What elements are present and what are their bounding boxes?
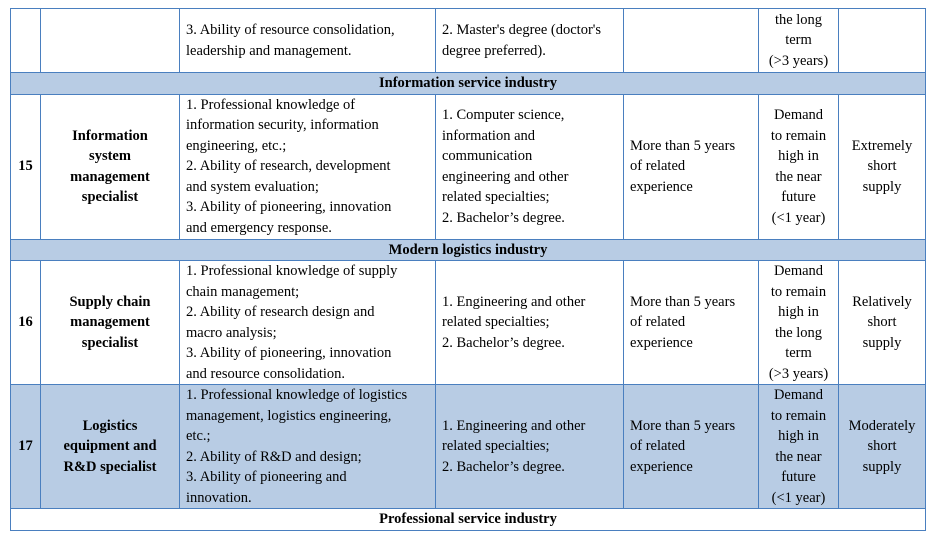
cell-line: term [785, 32, 812, 49]
cell-line: related specialties; [442, 314, 550, 331]
cell-line: of related [630, 314, 686, 331]
education-cell [436, 9, 624, 73]
experience-cell [624, 9, 759, 73]
cell-line: Relatively [852, 293, 912, 310]
cell-line: Logistics [82, 417, 138, 434]
section-header-information [11, 73, 926, 95]
cell-line: 2. Bachelor’s degree. [442, 458, 565, 475]
table-row-16 [11, 261, 926, 385]
cell-line: innovation. [186, 489, 252, 506]
experience-cell [624, 385, 759, 509]
occupation-table [10, 8, 926, 531]
occupation-title [41, 94, 180, 239]
cell-line: Information [72, 127, 148, 144]
cell-line: 1. Computer science, [442, 107, 565, 123]
cell-line: the long [774, 324, 823, 341]
cell-line: 2. Bachelor’s degree. [442, 334, 565, 351]
cell-line: Demand [773, 263, 824, 279]
cell-line: management, logistics engineering, [186, 407, 392, 424]
cell-line: experience [630, 458, 693, 475]
experience-cell [624, 94, 759, 239]
cell-line: More than 5 years [630, 137, 736, 154]
cell-line: supply [862, 334, 902, 351]
demand-cell [759, 385, 839, 509]
cell-line: R&D specialist [63, 458, 157, 475]
cell-line: specialist [81, 189, 139, 205]
cell-line: 2. Master's degree (doctor's [442, 22, 602, 38]
education-cell [436, 94, 624, 239]
row-number [11, 9, 41, 73]
education-cell [436, 385, 624, 509]
cell-line: degree preferred). [442, 42, 546, 59]
section-title: Information service industry [11, 73, 926, 95]
experience-cell [624, 261, 759, 385]
cell-line: and emergency response. [186, 219, 332, 236]
abilities-cell [180, 9, 436, 73]
abilities-cell [180, 385, 436, 509]
cell-line: related specialties; [442, 189, 550, 205]
cell-line: future [781, 189, 816, 205]
cell-line: 1. Engineering and other [442, 293, 586, 310]
cell-line: 3. Ability of pioneering and [186, 469, 347, 485]
cell-line: management [70, 168, 150, 185]
cell-line: 3. Ability of resource consolidation, [186, 22, 395, 38]
cell-line: 1. Professional knowledge of supply [186, 263, 398, 279]
abilities-cell [180, 94, 436, 239]
section-header-logistics [11, 239, 926, 261]
cell-line: 1. Professional knowledge of [186, 96, 356, 113]
supply-cell [839, 9, 926, 73]
cell-line: 1. Professional knowledge of logistics [186, 387, 408, 403]
row-number: 16 [11, 261, 41, 385]
cell-line: management [70, 314, 150, 331]
cell-line: supply [862, 458, 902, 475]
cell-line: specialist [81, 334, 139, 351]
table-row-17 [11, 385, 926, 509]
cell-line: macro analysis; [186, 324, 277, 341]
cell-line: (>3 years) [768, 52, 829, 69]
occupation-title [41, 9, 180, 73]
cell-line: (<1 year) [771, 209, 826, 226]
cell-line: information and [442, 127, 536, 144]
cell-line: information security, information [186, 117, 379, 134]
cell-line: future [781, 469, 816, 485]
cell-line: of related [630, 438, 686, 455]
cell-line: 3. Ability of pioneering, innovation [186, 345, 392, 361]
cell-line: high in [778, 428, 819, 444]
cell-line: 2. Ability of research design and [186, 304, 375, 320]
cell-line: high in [778, 148, 819, 164]
cell-line: More than 5 years [630, 417, 736, 434]
cell-line: experience [630, 334, 693, 351]
occupation-title [41, 261, 180, 385]
demand-cell [759, 94, 839, 239]
table-row-continued [11, 9, 926, 73]
section-title: Modern logistics industry [11, 239, 926, 261]
cell-line: supply [862, 178, 902, 195]
cell-line: 2. Ability of research, development [186, 158, 391, 175]
cell-line: Moderately [848, 417, 916, 434]
cell-line: and system evaluation; [186, 178, 319, 195]
cell-line: the near [775, 448, 822, 465]
cell-line: term [785, 345, 812, 361]
cell-line: short [867, 158, 897, 175]
cell-line: chain management; [186, 283, 300, 300]
cell-line: More than 5 years [630, 293, 736, 310]
cell-line: etc.; [186, 428, 211, 444]
cell-line: Demand [773, 387, 824, 403]
cell-line: and resource consolidation. [186, 365, 346, 382]
cell-line: short [867, 438, 897, 455]
cell-line: 3. Ability of pioneering, innovation [186, 199, 392, 216]
supply-cell [839, 94, 926, 239]
section-title: Professional service industry [11, 509, 926, 531]
cell-line: engineering, etc.; [186, 137, 287, 154]
row-number: 17 [11, 385, 41, 509]
supply-cell [839, 261, 926, 385]
cell-line: leadership and management. [186, 42, 352, 59]
cell-line: to remain [770, 127, 827, 144]
cell-line: equipment and [63, 438, 157, 455]
cell-line: high in [778, 304, 819, 320]
cell-line: (<1 year) [771, 489, 826, 506]
occupation-title [41, 385, 180, 509]
cell-line: system [89, 148, 131, 164]
cell-line: (>3 years) [768, 365, 829, 382]
cell-line: to remain [770, 407, 827, 424]
cell-line: Extremely [851, 137, 913, 154]
abilities-cell [180, 261, 436, 385]
cell-line: the long [774, 11, 823, 28]
row-number: 15 [11, 94, 41, 239]
demand-cell [759, 261, 839, 385]
cell-line: 2. Ability of R&D and design; [186, 448, 362, 465]
cell-line: 1. Engineering and other [442, 417, 586, 434]
cell-line: Supply chain [69, 293, 151, 310]
cell-line: engineering and other [442, 168, 569, 185]
table-row-15 [11, 94, 926, 239]
cell-line: related specialties; [442, 438, 550, 455]
demand-cell [759, 9, 839, 73]
cell-line: short [867, 314, 897, 331]
cell-line: Demand [773, 107, 824, 123]
education-cell [436, 261, 624, 385]
cell-line: communication [442, 148, 533, 164]
cell-line: to remain [770, 283, 827, 300]
cell-line: 2. Bachelor’s degree. [442, 209, 565, 226]
cell-line: experience [630, 178, 693, 195]
cell-line: of related [630, 158, 686, 175]
section-header-professional [11, 509, 926, 531]
supply-cell [839, 385, 926, 509]
cell-line: the near [775, 168, 822, 185]
